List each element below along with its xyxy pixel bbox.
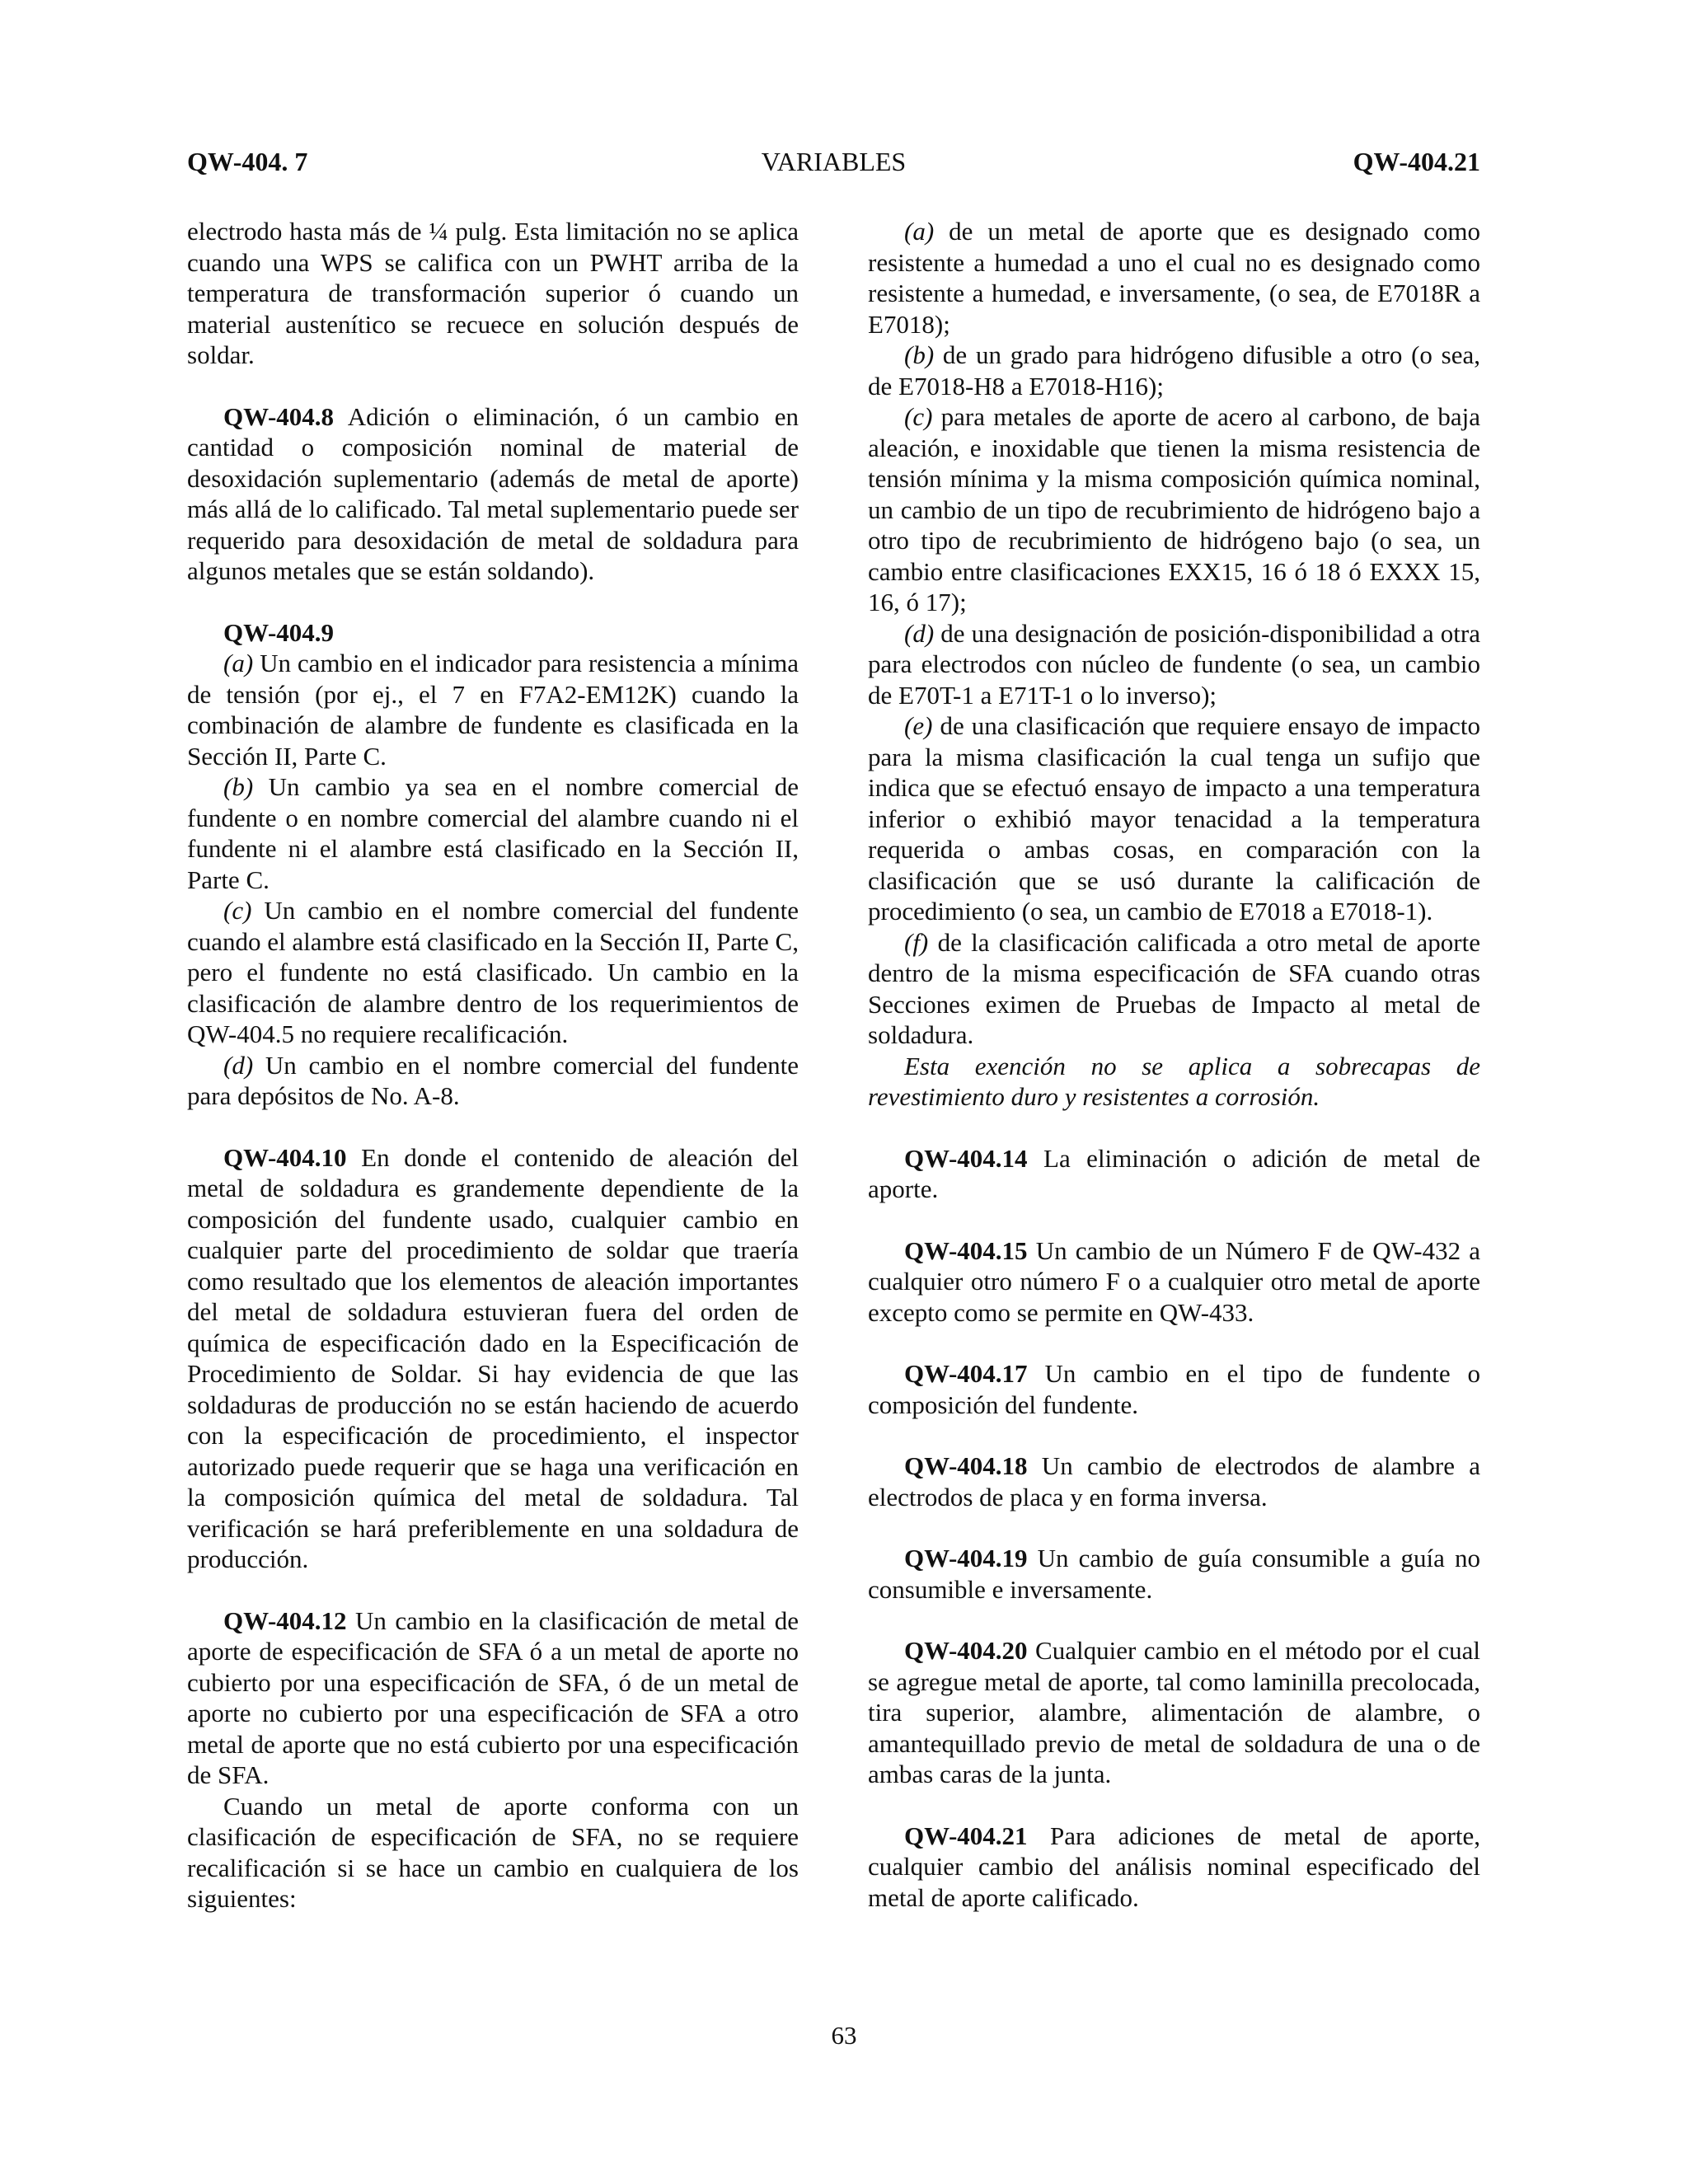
section-id: QW-404.19 [904,1544,1028,1572]
paragraph-qw-404-20: QW-404.20 Cualquier cambio en el método por el cual se agregue metal de aporte, tal como laminilla precolocada, tira superior, alambre, alimentación de alambre, o amantequillado previo de metal de soldadura de una o de ambas caras de la junta. [868,1636,1480,1788]
section-id: QW-404.10 [223,1142,347,1172]
item-d: (d) de una designación de posición-disponibilidad a otra para electrodos con núcleo de fundente (o sea, un cambio de E70T-1 a E71T-1 o lo inverso); [868,618,1480,710]
section-id: QW-404.17 [904,1359,1028,1388]
paragraph-qw-404-18: QW-404.18 Un cambio de electrodos de alambre a electrodos de placa y en forma inversa. [868,1451,1480,1511]
running-header [187,147,1480,183]
paragraph-qw-404-21: QW-404.21 Para adiciones de metal de aporte, cualquier cambio del análisis nominal especificado del metal de aporte calificado. [868,1821,1480,1912]
item-9a: (a) Un cambio en el indicador para resistencia a mínima de tensión (por ej., el 7 en F7A2-EM12K) cuando la combinación de alambre de fundente es clasificada en la Sección II, Parte C. [187,649,799,771]
page-number: 63 [831,2021,857,2050]
section-id: QW-404.20 [904,1636,1028,1665]
item-f: (f) de la clasificación calificada a otro metal de aporte dentro de la misma especificación de SFA cuando otras Secciones eximen de Pruebas de Impacto al metal de soldadura. [868,927,1480,1049]
section-id: QW-404.9 [223,617,335,647]
item-9d: (d) Un cambio en el nombre comercial del fundente para depósitos de No. A-8. [187,1050,799,1110]
paragraph-qw-404-8: QW-404.8 Adición o eliminación, ó un cambio en cantidad o composición nominal de material de desoxidación suplementario (además de metal de aporte) más allá de lo calificado. Tal metal suplementario puede ser requerido para desoxidación de metal de soldadura para algunos metales que se están soldando). [187,401,799,585]
heading-qw-404-9 [187,617,799,649]
item-9c: (c) Un cambio en el nombre comercial del fundente cuando el alambre está clasificado en la Sección II, Parte C, pero el fundente no está clasificado. Un cambio en la clasificación de alambre dentro de los requerimientos de QW-404.5 no requiere recalificación. [187,896,799,1048]
header-title: VARIABLES [761,147,907,176]
section-id: QW-404.21 [904,1821,1028,1850]
item-b: (b) de un grado para hidrógeno difusible a otro (o sea, de E7018-H8 a E7018-H16); [868,340,1480,401]
item-a: (a) de un metal de aporte que es designado como resistente a humedad a uno el cual no es designado como resistente a humedad, e inversamente, (o sea, de E7018R a E7018); [868,217,1480,339]
section-id: QW-404.8 [223,401,335,431]
exemption-note: Esta exención no se aplica a sobrecapas de revestimiento duro y resistentes a corrosión. [868,1051,1480,1111]
section-id: QW-404.15 [904,1235,1028,1265]
item-9b: (b) Un cambio ya sea en el nombre comercial de fundente o en nombre comercial del alambre cuando ni el fundente ni el alambre está clasificado en la Sección II, Parte C. [187,772,799,894]
paragraph-qw-404-17: QW-404.17 Un cambio en el tipo de fundente o composición del fundente. [868,1359,1480,1419]
paragraph-qw-404-10: QW-404.10 En donde el contenido de aleación del metal de soldadura es grandemente dependiente de la composición del fundente usado, cualquier cambio en cualquier parte del procedimiento de soldar que traería como resultado que los elementos de aleación importantes del metal de soldadura estuvieran fuera del orden de química de especificación dado en la Especificación de Procedimiento de Soldar. Si hay evidencia de que las soldaduras de producción no se están haciendo de acuerdo con la especificación de procedimiento, el inspector autorizado puede requerir que se haga una verificación en la composición química del metal de soldadura. Tal verificación se hará preferiblemente en una soldadura de producción. [187,1142,799,1573]
item-c: (c) para metales de aporte de acero al carbono, de baja aleación, e inoxidable que tienen la misma resistencia de tensión mínima y la misma composición química nominal, un cambio de un tipo de recubrimiento de hidrógeno bajo a otro tipo de recubrimiento de hidrógeno bajo (o sea, un cambio entre clasificaciones EXX15, 16 ó 18 ó EXXX 15, 16, ó 17); [868,402,1480,616]
header-left-section-id: QW-404. 7 [187,147,308,176]
paragraph-qw-404-12: QW-404.12 Un cambio en la clasificación de metal de aporte de especificación de SFA ó a un metal de aporte no cubierto por una especificación de SFA, ó de un metal de aporte no cubierto por una especificación de SFA a otro metal de aporte que no está cubierto por una especificación de SFA. [187,1605,799,1789]
paragraph-qw-404-19: QW-404.19 Un cambio de guía consumible a guía no consumible e inversamente. [868,1544,1480,1604]
section-id: QW-404.12 [223,1605,347,1635]
paragraph-qw-404-12-cont: Cuando un metal de aporte conforma con un clasificación de especificación de SFA, no se requiere recalificación si se hace un cambio en cualquiera de los siguientes: [187,1791,799,1913]
paragraph-qw-404-14: QW-404.14 La eliminación o adición de metal de aporte. [868,1143,1480,1203]
right-column [868,216,1480,1913]
paragraph-continuation: electrodo hasta más de ¼ pulg. Esta limitación no se aplica cuando una WPS se califica con un PWHT arriba de la temperatura de transformación superior ó cuando un material austenítico se recuece en solución después de soldar. [187,217,799,369]
paragraph-qw-404-15: QW-404.15 Un cambio de un Número F de QW-432 a cualquier otro número F o a cualquier otro metal de aporte excepto como se permite en QW-433. [868,1235,1480,1327]
header-right-section-id: QW-404.21 [1353,147,1480,176]
section-id: QW-404.14 [904,1143,1028,1173]
section-id: QW-404.18 [904,1451,1028,1480]
left-column [187,216,799,1915]
item-e: (e) de una clasificación que requiere ensayo de impacto para la misma clasificación la cual tenga un sufijo que indica que se efectuó ensayo de impacto a una temperatura inferior o exhibió mayor tenacidad a la temperatura requerida o ambas cosas, en comparación con la clasificación que se usó durante la calificación de procedimiento (o sea, un cambio de E7018 a E7018-1). [868,711,1480,926]
